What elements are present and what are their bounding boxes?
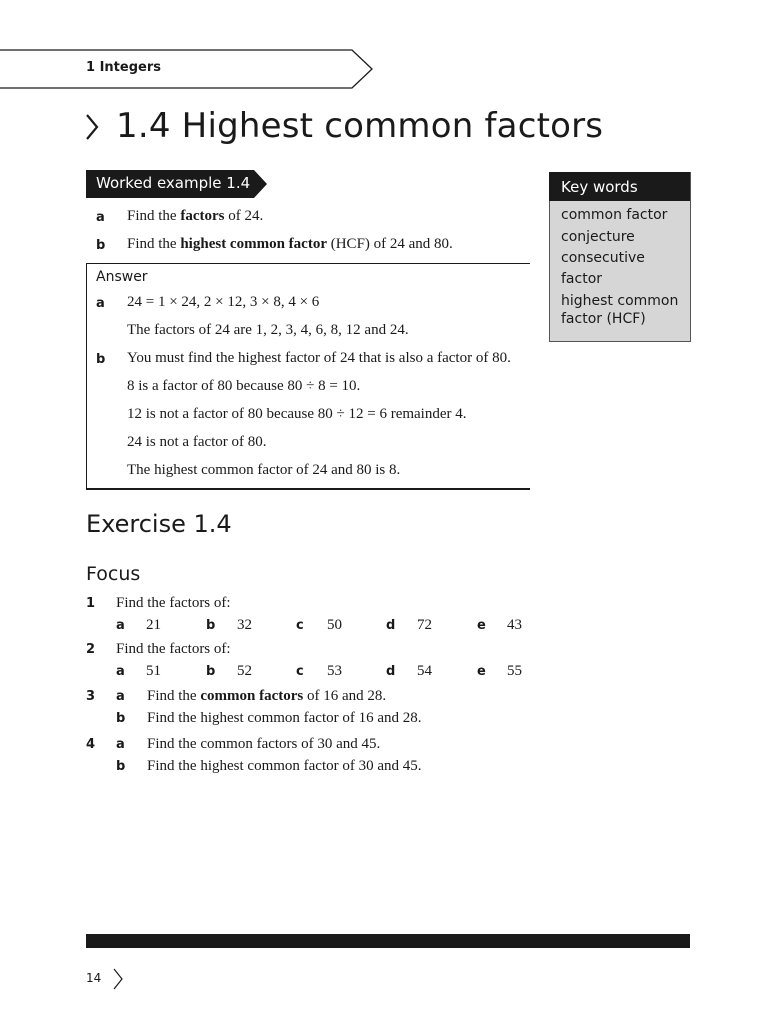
answer-letter: a <box>96 296 105 311</box>
question-number: 3 <box>86 689 96 704</box>
option-letter: b <box>116 759 126 774</box>
option-letter: b <box>206 618 216 633</box>
chevron-right-icon <box>84 112 100 142</box>
key-word: factor <box>561 271 603 287</box>
question-letter: b <box>96 238 106 253</box>
question-text: Find the highest common factor of 16 and 28. <box>147 710 422 726</box>
question-text: Find the highest common factor of 30 and 45. <box>147 758 422 774</box>
chevron-right-icon <box>112 967 124 991</box>
option-value: 51 <box>146 663 161 679</box>
focus-heading: Focus <box>86 563 141 585</box>
option-value: 55 <box>507 663 522 679</box>
answer-line: The highest common factor of 24 and 80 is 8. <box>127 462 401 478</box>
option-value: 21 <box>146 617 161 633</box>
answer-line: 24 = 1 × 24, 2 × 12, 3 × 8, 4 × 6 <box>127 294 320 310</box>
question-number: 1 <box>86 596 96 611</box>
divider <box>86 488 530 490</box>
question-letter: a <box>96 210 105 225</box>
footer-bar <box>86 934 690 948</box>
option-value: 52 <box>237 663 252 679</box>
option-value: 53 <box>327 663 342 679</box>
question-number: 4 <box>86 737 96 752</box>
question-text: Find the common factors of 30 and 45. <box>147 736 381 752</box>
option-letter: e <box>477 664 486 679</box>
key-words-title: Key words <box>561 178 638 196</box>
divider <box>86 263 530 264</box>
key-word: highest common <box>561 293 679 309</box>
option-letter: b <box>206 664 216 679</box>
answer-line: 12 is not a factor of 80 because 80 ÷ 12 = 6 remainder 4. <box>127 406 467 422</box>
answer-letter: b <box>96 352 106 367</box>
answer-line: 8 is a factor of 80 because 80 ÷ 8 = 10. <box>127 378 361 394</box>
option-letter: c <box>296 664 304 679</box>
option-letter: a <box>116 689 125 704</box>
option-value: 50 <box>327 617 342 633</box>
worked-example-label: Worked example 1.4 <box>96 174 251 192</box>
option-value: 32 <box>237 617 252 633</box>
option-letter: a <box>116 737 125 752</box>
question-text: Find the factors of: <box>116 641 231 657</box>
key-word: conjecture <box>561 229 635 245</box>
worked-question-a: Find the factors of 24. <box>127 208 264 224</box>
page-number: 14 <box>86 971 102 985</box>
option-letter: a <box>116 664 125 679</box>
question-text: Find the factors of: <box>116 595 231 611</box>
key-word: factor (HCF) <box>561 311 646 327</box>
option-value: 72 <box>417 617 432 633</box>
exercise-title: Exercise 1.4 <box>86 510 232 538</box>
answer-line: The factors of 24 are 1, 2, 3, 4, 6, 8, 12 and 24. <box>127 322 409 338</box>
question-number: 2 <box>86 642 96 657</box>
option-letter: e <box>477 618 486 633</box>
answer-border <box>86 264 87 489</box>
section-title: 1.4 Highest common factors <box>116 106 604 146</box>
question-text: Find the common factors of 16 and 28. <box>147 688 387 704</box>
chapter-label: 1 Integers <box>86 60 161 75</box>
option-value: 54 <box>417 663 432 679</box>
chapter-banner <box>0 48 380 90</box>
answer-line: You must find the highest factor of 24 that is also a factor of 80. <box>127 350 511 366</box>
answer-line: 24 is not a factor of 80. <box>127 434 267 450</box>
option-letter: a <box>116 618 125 633</box>
option-letter: b <box>116 711 126 726</box>
key-word: common factor <box>561 207 668 223</box>
key-word: consecutive <box>561 250 645 266</box>
option-value: 43 <box>507 617 522 633</box>
answer-heading: Answer <box>96 269 148 285</box>
option-letter: d <box>386 618 396 633</box>
option-letter: d <box>386 664 396 679</box>
worked-question-b: Find the highest common factor (HCF) of 24 and 80. <box>127 236 453 252</box>
option-letter: c <box>296 618 304 633</box>
